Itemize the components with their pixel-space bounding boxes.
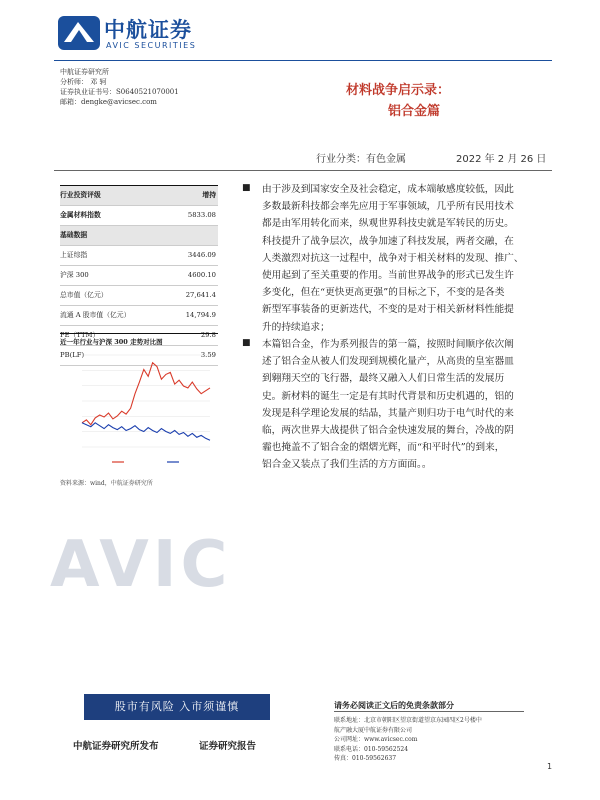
row-value: 14,794.9 (185, 311, 216, 319)
chart-title: 近一年行业与沪深 300 走势对比图 (60, 333, 218, 349)
text-line: 临，两次世界大战提供了铝合金快速发展的舞台，冷战的阴 (262, 425, 514, 437)
report-subtitle: 铝合金篇 (387, 104, 440, 119)
paragraph-2 (262, 336, 552, 474)
logo-chinese: 中航证券 (104, 18, 192, 42)
page-number: 1 (547, 762, 553, 771)
analyst-info (60, 67, 179, 107)
row-label: 总市值（亿元） (60, 291, 108, 299)
contact-line[interactable]: 公司网址：www.avicsec.com (334, 736, 418, 743)
text-line: 铝合金又装点了我们生活的方方面面。。 (262, 459, 432, 471)
bullet-icon: ■ (242, 183, 251, 193)
text-line: 科技提升了战争层次，战争加速了科技发展，两者交融，在 (262, 235, 514, 247)
rating-label: 行业投资评级 (60, 191, 101, 199)
contact-line: 联系电话：010-59562524 (334, 745, 409, 753)
table-row (60, 246, 218, 266)
analyst-line[interactable]: 邮箱：dengke@avicsec.com (60, 98, 157, 106)
row-label: PB(LF) (60, 351, 85, 359)
text-line: 发现是科学理论发展的结晶，其量产则归功于电气时代的来 (262, 407, 514, 419)
text-line: 都是由军用转化而来，纵观世界科技史就是军转民的历史。 (262, 218, 514, 230)
disclaimer-title: 请务必阅读正文后的免责条款部分 (334, 701, 454, 710)
row-label: 上证综指 (60, 251, 88, 259)
row-value: 3446.09 (187, 251, 216, 259)
rating-row (60, 185, 218, 206)
contact-line: 航产融大厦中航证券有限公司 (334, 726, 413, 734)
row-value: 29.8 (200, 331, 216, 339)
row-value: 4600.10 (187, 271, 216, 279)
row-value: 3.59 (200, 351, 216, 359)
basic-data-label: 基础数据 (60, 231, 88, 239)
text-line: 多变化，但在“更快更高更强”的目标之下，不变的是各类 (262, 287, 505, 299)
bullet-icon: ■ (242, 338, 251, 348)
risk-warning-box: 股市有风险 入市须谨慎 (84, 694, 270, 720)
table-row (60, 306, 218, 326)
row-label: PE（TTM） (60, 331, 100, 339)
industry-classification: 行业分类：有色金属 (316, 154, 406, 165)
title-divider (54, 170, 552, 171)
row-label: 流通 A 股市值（亿元） (60, 311, 131, 319)
analyst-line: 证券执业证书号：S0640521070001 (60, 88, 179, 96)
analyst-line: 中航证券研究所 (60, 68, 109, 76)
table-row (60, 286, 218, 306)
text-line: 史。新材料的诞生一定是有其时代背景和历史机遇的，铝的 (262, 390, 514, 402)
index-label: 金属材料指数 (60, 211, 101, 219)
contact-line: 传真：010-59562637 (334, 755, 397, 762)
contact-info (334, 716, 482, 764)
row-value: 27,641.4 (185, 291, 216, 299)
trend-chart (60, 349, 218, 469)
text-line: 到翱翔天空的飞行器，最终又融入人们日常生活的发展历 (262, 373, 505, 385)
analyst-line: 分析师： 邓 轲 (60, 78, 107, 86)
contact-line: 联系地址：北京市朝阳区望京街道望京东园四区2号楼中 (334, 717, 482, 724)
text-line: 述了铝合金从被人们发现到规模化量产，从高贵的皇室器皿 (262, 356, 514, 368)
text-line: 升的持续追求； (262, 321, 330, 333)
text-line: 多数最新科技都会率先应用于军事领域，几乎所有民用技术 (262, 201, 514, 213)
text-line: 新型军事装备的更新迭代，不变的是对于相关新材料性能提 (262, 304, 514, 316)
logo-english: AVIC SECURITIES (106, 41, 197, 50)
watermark: AVIC (50, 528, 232, 602)
rating-value: 增持 (202, 191, 216, 199)
report-date: 2022 年 2 月 26 日 (456, 154, 547, 165)
index-value: 5833.08 (187, 211, 216, 219)
text-line: 本篇铝合金，作为系列报告的第一篇，按照时间顺序依次阐 (262, 339, 514, 350)
table-row (60, 266, 218, 286)
report-title: 材料战争启示录： (345, 83, 450, 98)
text-line: 使用起到了至关重要的作用。当前世界战争的形式已发生许 (262, 270, 514, 282)
index-row (60, 206, 218, 226)
row-label: 沪深 300 (60, 271, 89, 279)
text-line: 人类激烈对抗这一过程中，战争对于相关材料的发现、推广、 (262, 252, 524, 264)
text-line: 霾也掩盖不了铝合金的熠熠光辉，而“和平时代”的到来， (262, 442, 505, 454)
basic-data-header (60, 226, 218, 246)
paragraph-1 (262, 181, 552, 336)
disclaimer-divider (334, 711, 524, 712)
data-source: 资料来源：wind，中航证券研究所 (60, 480, 153, 487)
avic-logo-icon (58, 16, 100, 50)
report-type: 证券研究报告 (199, 741, 257, 752)
header-divider (54, 60, 552, 61)
publisher: 中航证券研究所发布 (73, 741, 159, 752)
text-line: 由于涉及到国家安全及社会稳定，成本端敏感度较低，因此 (262, 184, 514, 195)
series-line-1 (82, 363, 210, 425)
